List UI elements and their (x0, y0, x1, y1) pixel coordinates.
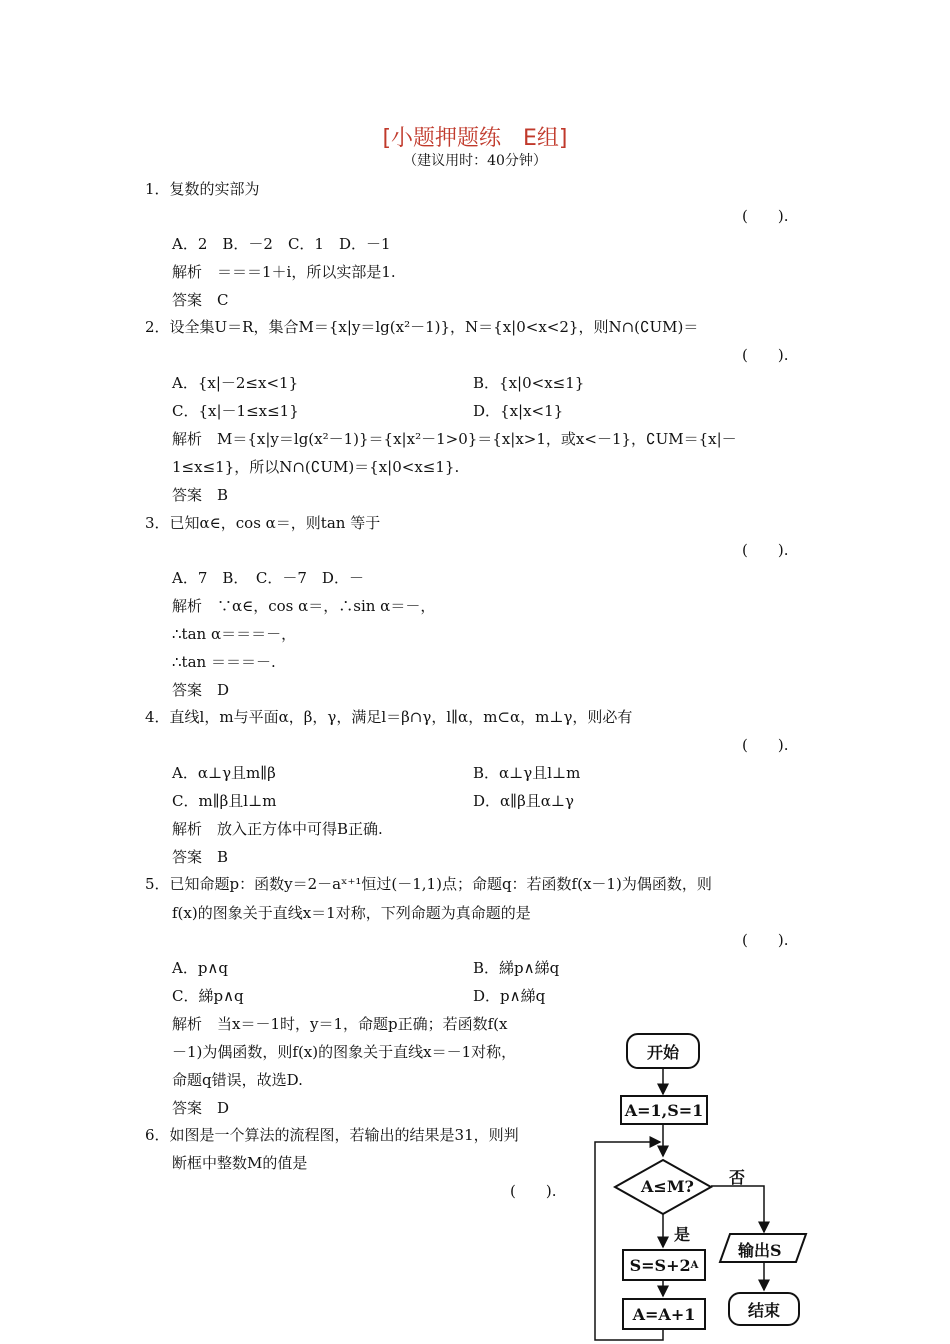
q2-option-a: A．{x|－2≤x<1} (172, 374, 299, 392)
q2-answer: 答案 B (172, 486, 229, 504)
q6-stem: 6．如图是一个算法的流程图，若输出的结果是31，则判 (145, 1126, 519, 1144)
q4-option-d: D．α∥β且α⊥γ (473, 792, 574, 810)
q4-option-b: B．α⊥γ且l⊥m (473, 764, 581, 782)
q4-paren: ( ). (742, 736, 789, 754)
q3-answer: 答案 D (172, 681, 230, 699)
q1-stem: 1．复数的实部为 (145, 180, 260, 198)
q5-option-d: D．p∧綈q (473, 987, 546, 1005)
q5-stem-2: f(x)的图象关于直线x＝1对称，下列命题为真命题的是 (172, 904, 531, 922)
q2-paren: ( ). (742, 346, 789, 364)
q1-options: A．2 B．－2 C．1 D．－1 (172, 235, 391, 253)
q5-analysis-1: 解析 当x＝－1时，y＝1，命题p正确；若函数f(x (172, 1015, 508, 1033)
q3-stem: 3．已知α∈，cos α＝，则tan 等于 (145, 514, 381, 532)
q5-stem: 5．已知命题p：函数y＝2－aˣ⁺¹恒过(－1,1)点；命题q：若函数f(x－1)为偶函数，则 (145, 875, 712, 893)
q2-analysis-2: 1≤x≤1}，所以N∩(∁UM)＝{x|0<x≤1}. (172, 458, 460, 476)
q2-option-b: B．{x|0<x≤1} (473, 374, 585, 392)
q2-stem: 2．设全集U＝R，集合M＝{x|y＝lg(x²－1)}，N＝{x|0<x<2}，则N∩(∁UM)＝ (145, 318, 699, 336)
q5-analysis-3: 命题q错误，故选D. (172, 1071, 303, 1089)
q4-stem: 4．直线l，m与平面α，β，γ，满足l＝β∩γ，l∥α，m⊂α，m⊥γ，则必有 (145, 708, 633, 726)
q3-options: A．7 B． C．－7 D．－ (172, 569, 364, 587)
q5-analysis-2: －1)为偶函数，则f(x)的图象关于直线x＝－1对称， (172, 1043, 517, 1061)
q5-answer: 答案 D (172, 1099, 230, 1117)
q5-option-a: A．p∧q (172, 959, 229, 977)
q2-option-c: C．{x|－1≤x≤1} (172, 402, 299, 420)
q4-option-a: A．α⊥γ且m∥β (172, 764, 276, 782)
q3-paren: ( ). (742, 541, 789, 559)
flowchart-no-label: 否 (729, 1168, 746, 1187)
page-subtitle: （建议用时：40分钟） (403, 153, 547, 169)
q4-option-c: C．m∥β且l⊥m (172, 792, 277, 810)
q5-option-b: B．綈p∧綈q (473, 959, 560, 977)
q2-option-d: D．{x|x<1} (473, 402, 564, 420)
q3-analysis-3: ∴tan ＝＝＝－. (172, 653, 276, 671)
q5-paren: ( ). (742, 931, 789, 949)
q4-answer: 答案 B (172, 848, 229, 866)
flowchart-output: 输出S (738, 1241, 782, 1260)
q3-analysis-1: 解析 ∵α∈，cos α＝，∴sin α＝－， (172, 597, 436, 615)
flowchart-yes-label: 是 (674, 1225, 691, 1244)
q5-option-c: C．綈p∧q (172, 987, 244, 1005)
page-title: [小题押题练 E组] (382, 126, 568, 151)
q6-stem-2: 断框中整数M的值是 (172, 1154, 308, 1172)
flowchart-condition: A≤M? (641, 1177, 694, 1196)
q2-analysis-1: 解析 M＝{x|y＝lg(x²－1)}＝{x|x²－1>0}＝{x|x>1，或x<－1}，∁UM＝{x|－ (172, 430, 737, 448)
q1-answer: 答案 C (172, 291, 229, 309)
q3-analysis-2: ∴tan α＝＝＝－， (172, 625, 297, 643)
flowchart-start: 开始 (626, 1033, 700, 1069)
step-s-text: S=S+2 (629, 1255, 691, 1275)
flowchart-init: A=1,S=1 (620, 1095, 708, 1125)
q1-analysis: 解析 ＝＝＝1＋i，所以实部是1. (172, 263, 396, 281)
q1-paren: ( ). (742, 207, 789, 225)
flowchart-step-s (622, 1249, 706, 1281)
step-s-exponent: A (690, 1259, 699, 1271)
flowchart-step-a: A=A+1 (622, 1298, 706, 1330)
flowchart-end: 结束 (728, 1292, 800, 1326)
q4-analysis: 解析 放入正方体中可得B正确. (172, 820, 383, 838)
q6-paren: ( ). (510, 1182, 557, 1200)
